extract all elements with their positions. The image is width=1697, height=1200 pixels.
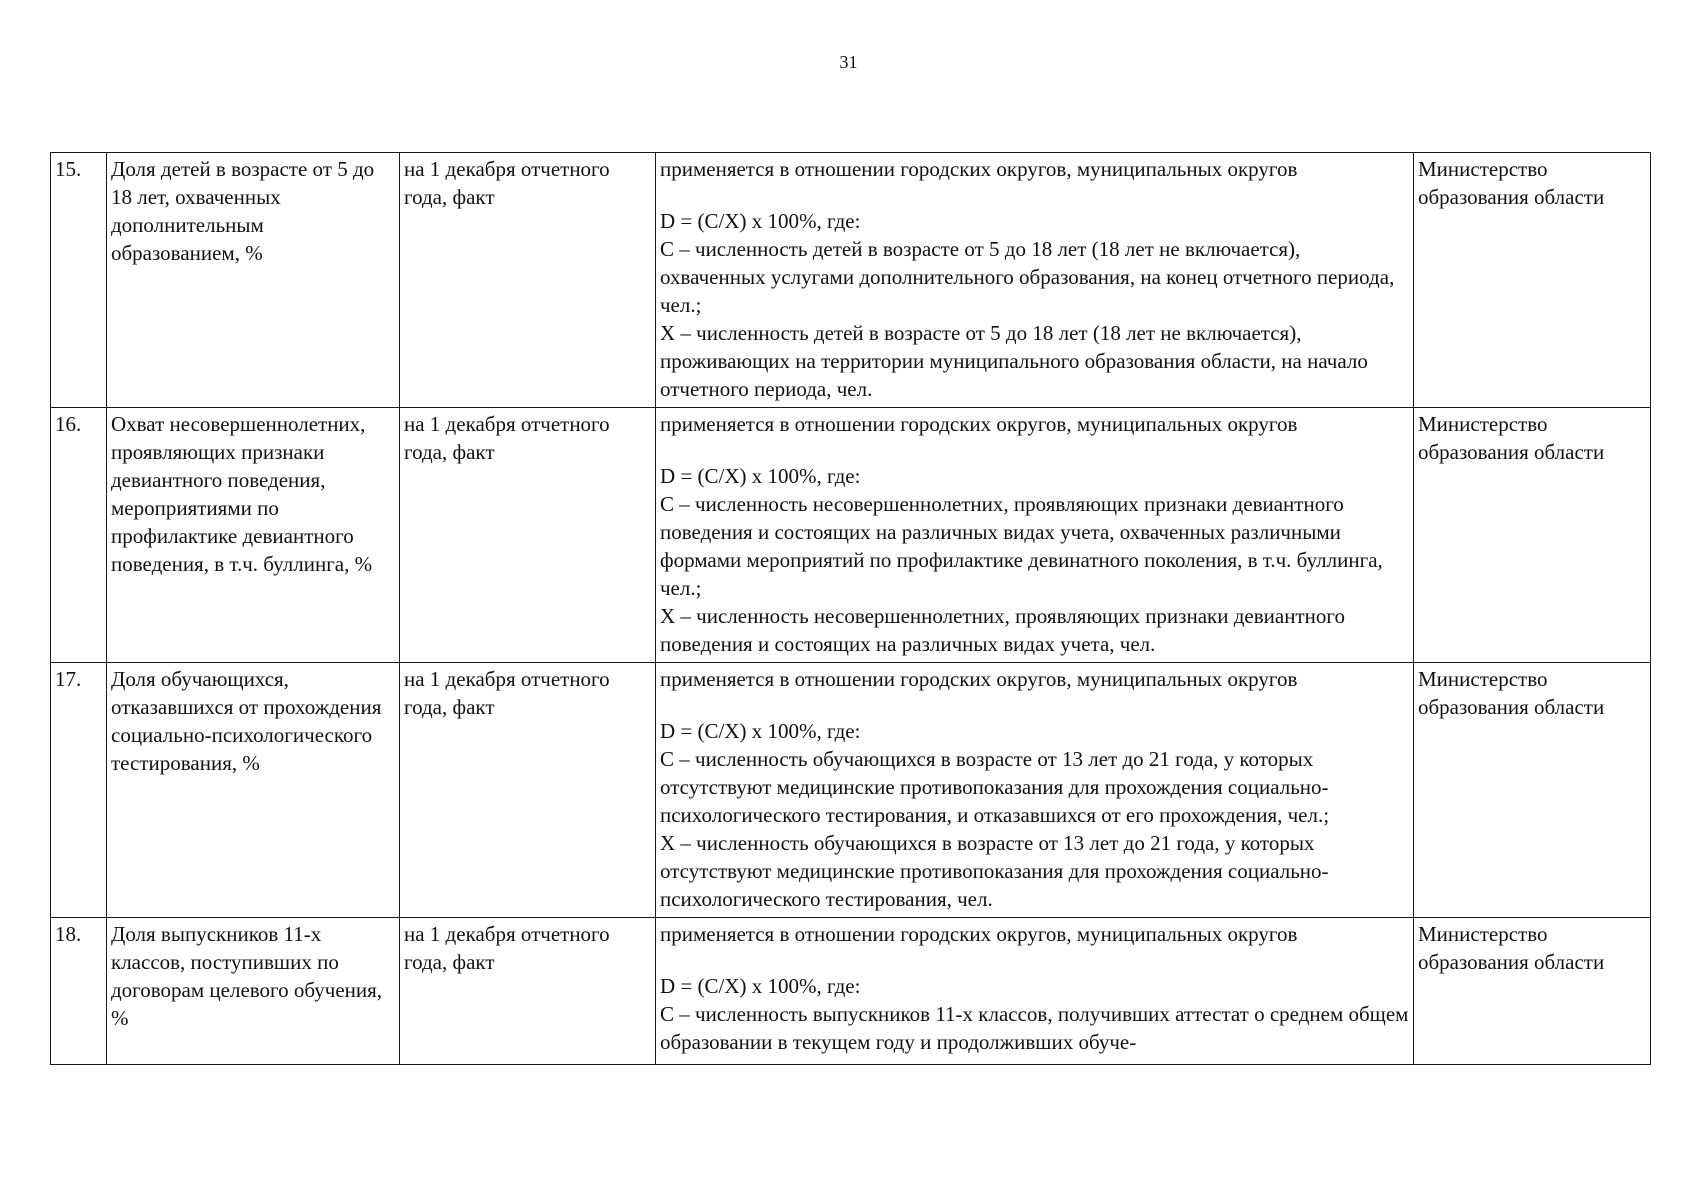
row-number: 18. [51,918,107,1065]
applies-to-text: применяется в отношении городских округов, муниципальных округов [660,412,1298,436]
reporting-date: на 1 декабря отчетного года, факт [400,408,656,663]
c-definition: C – численность выпускников 11-х классов, получивших аттестат о среднем общем образовании в текущем году и продолживших обуче- [660,1002,1409,1054]
indicator-name: Охват несовершеннолетних, проявляющих признаки девиантного поведения, мероприятиями по профилактике девиантного поведения, в т.ч. буллинга, % [107,408,400,663]
x-definition: X – численность обучающихся в возрасте от 13 лет до 21 года, у которых отсутствуют медицинские противопоказания для прохождения социально-психологического тестирования, чел. [660,831,1329,911]
indicator-name: Доля обучающихся, отказавшихся от прохождения социально-психологического тестирования, % [107,663,400,918]
row-number: 16. [51,408,107,663]
responsible-org: Министерство образования области [1414,153,1651,408]
reporting-date: на 1 декабря отчетного года, факт [400,153,656,408]
x-definition: X – численность детей в возрасте от 5 до 18 лет (18 лет не включается), проживающих на территории муниципального образования области, на начало отчетного периода, чел. [660,321,1368,401]
c-definition: C – численность обучающихся в возрасте от 13 лет до 21 года, у которых отсутствуют медицинские противопоказания для прохождения социально-психологического тестирования, и отказавшихся от его прохождения, чел.; [660,747,1330,827]
indicators-table [50,152,1651,1065]
page-number: 31 [839,52,858,72]
table-row [51,408,1651,663]
applies-to-text: применяется в отношении городских округов, муниципальных округов [660,667,1298,691]
formula-text: D = (C/X) x 100%, где: [660,209,861,233]
table-row [51,153,1651,408]
calculation-method [656,153,1414,408]
indicator-name: Доля детей в возрасте от 5 до 18 лет, охваченных дополнительным образованием, % [107,153,400,408]
row-number: 17. [51,663,107,918]
row-number: 15. [51,153,107,408]
formula-text: D = (C/X) x 100%, где: [660,464,861,488]
calculation-method [656,663,1414,918]
c-definition: C – численность детей в возрасте от 5 до 18 лет (18 лет не включается), охваченных услугами дополнительного образования, на конец отчетного периода, чел.; [660,237,1395,317]
calculation-method [656,918,1414,1065]
x-definition: X – численность несовершеннолетних, проявляющих признаки девиантного поведения и состоящих на различных видах учета, чел. [660,604,1345,656]
responsible-org: Министерство образования области [1414,663,1651,918]
responsible-org: Министерство образования области [1414,918,1651,1065]
c-definition: C – численность несовершеннолетних, проявляющих признаки девиантного поведения и состоящих на различных видах учета, охваченных различными формами мероприятий по профилактике девинатного поколения, в т.ч. буллинга, чел.; [660,492,1383,600]
reporting-date: на 1 декабря отчетного года, факт [400,918,656,1065]
reporting-date: на 1 декабря отчетного года, факт [400,663,656,918]
formula-text: D = (C/X) x 100%, где: [660,974,861,998]
table-row [51,663,1651,918]
responsible-org: Министерство образования области [1414,408,1651,663]
indicator-name: Доля выпускников 11-х классов, поступивших по договорам целевого обучения, % [107,918,400,1065]
formula-text: D = (C/X) x 100%, где: [660,719,861,743]
table-row [51,918,1651,1065]
calculation-method [656,408,1414,663]
applies-to-text: применяется в отношении городских округов, муниципальных округов [660,922,1298,946]
applies-to-text: применяется в отношении городских округов, муниципальных округов [660,157,1298,181]
